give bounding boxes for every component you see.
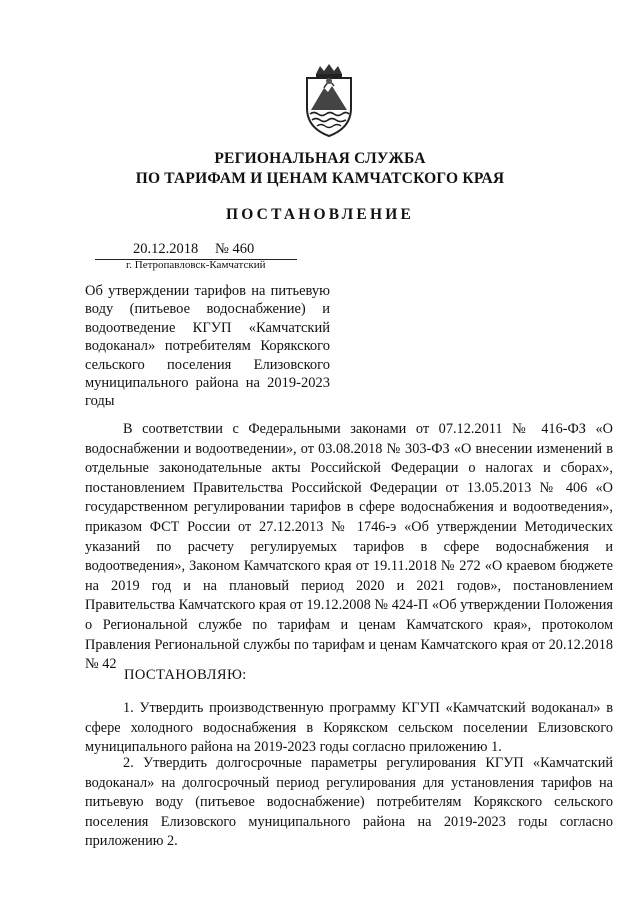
resolve-heading: ПОСТАНОВЛЯЮ: xyxy=(124,667,247,683)
document-subject: Об утверждении тарифов на питьевую воду (питьевое водоснабжение) и водоотведение КГУП «Камчатский водоканал» потребителям Корякского сельского поселения Елизовского муниципального района на 2019-2023 годы xyxy=(85,283,330,410)
agency-name-line2: ПО ТАРИФАМ И ЦЕНАМ КАМЧАТСКОГО КРАЯ xyxy=(135,170,505,187)
kamchatka-coat-of-arms-icon xyxy=(298,62,360,138)
document-place: г. Петропавловск-Камчатский xyxy=(126,259,266,271)
preamble-paragraph: В соответствии с Федеральными законами от 07.12.2011 № 416-ФЗ «О водоснабжении и водоотведении», от 03.08.2018 № 303-ФЗ «О внесении изменений в отдельные законодательные акты Российской Федерации о налогах и сборах», постановлением Правительства Российской Федерации от 13.05.2013 № 406 «О государственном регулировании тарифов в сфере водоснабжения и водоотведения», приказом ФСТ России от 27.12.2013 № 1746-э «Об утверждении Методических указаний по расчету регулируемых тарифов в сфере водоснабжения и водоотведения», Законом Камчатского края от 19.11.2018 № 272 «О краевом бюджете на 2019 год и на плановый период 2020 и 2021 годов», постановлением Правительства Камчатского края от 19.12.2008 № 424-П «Об утверждении Положения о Региональной службе по тарифам и ценам Камчатского края», протоколом Правления Региональной службы по тарифам и ценам Камчатского края от 20.12.2018 № 42 xyxy=(85,421,613,673)
date-number-line xyxy=(95,241,297,260)
document-number: № 460 xyxy=(215,241,255,257)
item-1-paragraph: 1. Утвердить производственную программу КГУП «Камчатский водоканал» в сфере холодного водоснабжения в Корякском сельском поселении Елизовского муниципального района на 2019-2023 годы согласно приложению 1. xyxy=(85,700,613,756)
agency-name-line1: РЕГИОНАЛЬНАЯ СЛУЖБА xyxy=(214,150,426,167)
document-type: ПОСТАНОВЛЕНИЕ xyxy=(225,206,415,223)
document-date: 20.12.2018 xyxy=(133,241,199,257)
item-2-paragraph: 2. Утвердить долгосрочные параметры регулирования КГУП «Камчатский водоканал» на долгосрочный период регулирования для установления тарифов на питьевую воду (питьевое водоснабжение) потребителям Корякского сельского поселения Елизовского муниципального района на 2019-2023 годы согласно приложению 2. xyxy=(85,755,613,850)
